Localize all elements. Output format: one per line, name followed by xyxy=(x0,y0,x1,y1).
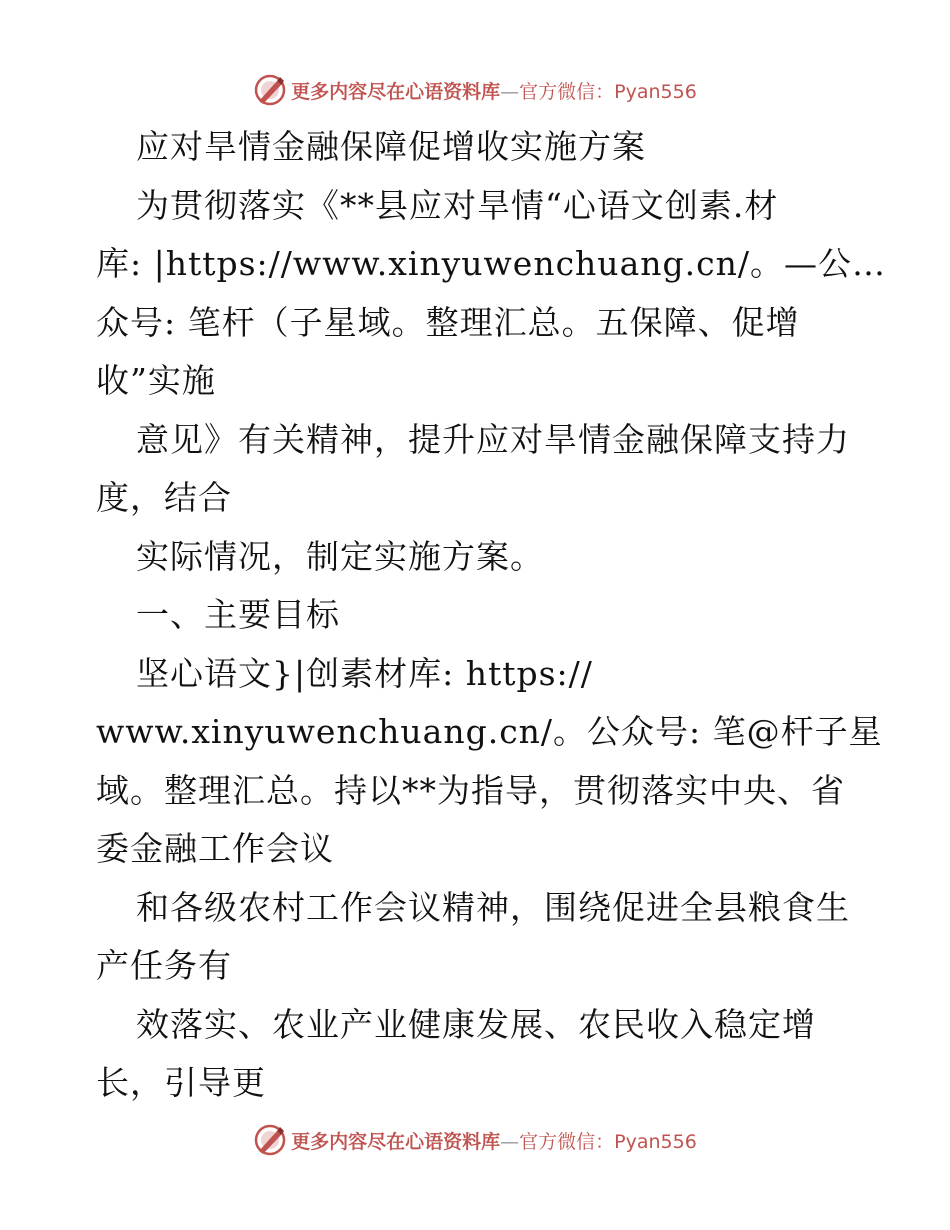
document-line: 实际情况，制定实施方案。 xyxy=(136,536,544,576)
banner-wechat-text: 官方微信：Pyan556 xyxy=(519,1130,697,1153)
document-line: 效落实、农业产业健康发展、农民收入稳定增 xyxy=(136,1004,816,1044)
document-line: 收”实施 xyxy=(96,361,216,400)
document-line: 度，结合 xyxy=(96,478,232,517)
document-line: 坚心语文}|创素材库: https:// xyxy=(136,653,593,693)
document-line: 产任务有 xyxy=(96,946,232,985)
document-line: 应对旱情金融保障促增收实施方案 xyxy=(136,127,646,166)
document-line: www.xinyuwenchuang.cn/。公众号: 笔@杆子星 xyxy=(96,712,883,751)
red-pen-logo-icon xyxy=(253,73,287,107)
document-line: 委金融工作会议 xyxy=(96,829,334,868)
banner-site-text: 更多内容尽在心语资料库 xyxy=(291,1130,501,1153)
document-line: 一、主要目标 xyxy=(136,595,340,634)
footer-watermark-banner xyxy=(0,1120,950,1160)
document-line: 和各级农村工作会议精神，围绕促进全县粮食生 xyxy=(136,887,850,927)
document-line: 众号: 笔杆（子星域。整理汇总。五保障、促增 xyxy=(96,302,800,342)
banner-separator: — xyxy=(500,80,520,103)
banner-text xyxy=(291,1127,697,1154)
header-watermark-banner xyxy=(0,70,950,110)
banner-separator: — xyxy=(500,1130,520,1153)
red-pen-logo-icon xyxy=(253,1123,287,1157)
document-line: 为贯彻落实《**县应对旱情“心语文创素.材 xyxy=(136,185,779,225)
document-line: 库: |https://www.xinyuwenchuang.cn/。—公… xyxy=(96,244,886,283)
banner-text xyxy=(291,77,697,104)
document-line: 域。整理汇总。持以**为指导，贯彻落实中央、省 xyxy=(96,770,845,810)
document-line: 意见》有关精神，提升应对旱情金融保障支持力 xyxy=(136,419,850,459)
banner-site-text: 更多内容尽在心语资料库 xyxy=(291,80,501,103)
document-line: 长，引导更 xyxy=(96,1063,266,1102)
document-body xyxy=(96,118,886,1113)
banner-wechat-text: 官方微信：Pyan556 xyxy=(519,80,697,103)
